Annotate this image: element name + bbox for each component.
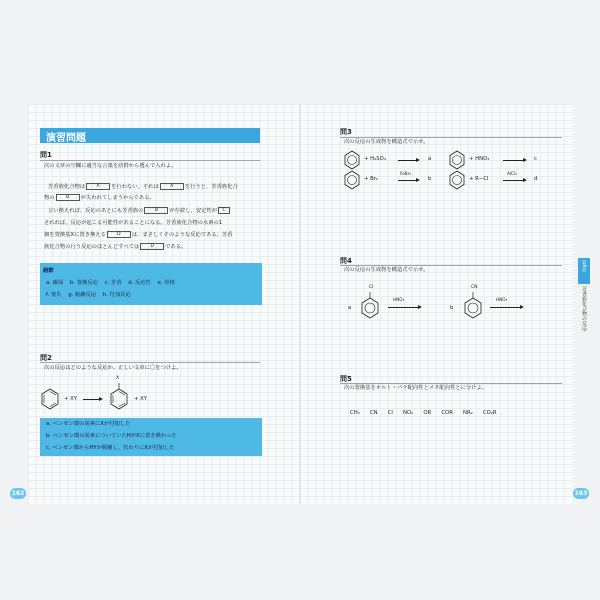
word-bank bbox=[40, 263, 262, 305]
chapter-side-tab bbox=[578, 258, 598, 338]
q5-group: Cl bbox=[387, 410, 393, 416]
q4-a-reagent: HNO₃ bbox=[393, 297, 405, 302]
arrow-head-icon bbox=[99, 397, 103, 401]
blank-d[interactable]: D bbox=[107, 231, 131, 238]
arrow-head-icon bbox=[416, 178, 420, 182]
benzene-ring-icon bbox=[109, 383, 129, 411]
arrow-head-icon bbox=[523, 178, 527, 182]
q1-label: 問1 bbox=[40, 151, 52, 159]
section-title: 演習問題 bbox=[46, 133, 86, 144]
benzene-ring-icon bbox=[343, 170, 361, 190]
q2-prompt: 次の反応はどのような反応か。正しい文章に〇をつけよ。 bbox=[44, 365, 182, 371]
q1-line-4: されれば、反応が起こる可能性があることになる。芳香族化合物の水素の1 bbox=[44, 220, 223, 226]
page-number-left: 162 bbox=[11, 490, 25, 497]
blank-c[interactable]: C bbox=[218, 207, 230, 214]
q3-r3-catalyst: FeBr₃ bbox=[400, 171, 412, 176]
q4-a-substituent: Cl bbox=[369, 285, 374, 290]
page-number-right: 163 bbox=[574, 490, 588, 497]
q3-r3-plus: + Br₂ bbox=[364, 176, 379, 182]
q1-prompt: 次の文章の空欄に適当な言葉を語群から選んで入れよ。 bbox=[44, 163, 177, 169]
blank-b[interactable]: B bbox=[56, 194, 80, 201]
right-page bbox=[300, 104, 572, 504]
q2-product-extra: + XY bbox=[134, 396, 147, 402]
q5-group: NO₂ bbox=[402, 410, 414, 416]
q3-r1-product: a bbox=[428, 156, 432, 162]
q3-r1-plus: + H₂SO₄ bbox=[364, 156, 386, 162]
q5-group-list bbox=[350, 408, 497, 419]
q1-line-6: 族化合物の行う反応のほとんどすべては D である。 bbox=[44, 244, 187, 250]
arrow-icon bbox=[490, 307, 522, 308]
arrow-icon bbox=[503, 180, 525, 181]
q3-r2-product: c bbox=[534, 156, 537, 162]
section-title-bar bbox=[40, 128, 260, 143]
q5-group: NR₂ bbox=[463, 410, 473, 416]
arrow-icon bbox=[398, 180, 418, 181]
word-bank-row-2: f. 喪失 g. 脱離反応 h. 付加反応 bbox=[46, 292, 131, 298]
benzene-ring-icon bbox=[448, 170, 466, 190]
q1-line-2: 物の B が失われてしまうからである。 bbox=[44, 195, 155, 201]
q2-options bbox=[40, 418, 262, 456]
blank-b[interactable]: B bbox=[144, 207, 168, 214]
q2-reagent: + XY bbox=[64, 396, 77, 402]
q5-group: CN bbox=[369, 410, 378, 416]
chapter-tab-title: 芳香族化合物の反応 bbox=[581, 286, 587, 331]
chlorobenzene-icon bbox=[360, 292, 380, 320]
benzonitrile-icon bbox=[463, 292, 483, 320]
q3-r4-product: d bbox=[534, 176, 538, 182]
q3-prompt: 次の反応の生成物を構造式で示せ。 bbox=[344, 139, 429, 145]
q1-line-1: 芳香族化合物は A を行わない。それは A を行うと、芳香族化合 bbox=[48, 184, 238, 190]
arrow-head-icon bbox=[418, 305, 422, 309]
arrow-head-icon bbox=[520, 305, 524, 309]
q4-b-reagent: HNO₃ bbox=[496, 297, 508, 302]
q4-label: 問4 bbox=[340, 257, 352, 265]
q2-option-b[interactable]: b. ベンゼン環の炭素についていたHがXに置き換わった bbox=[46, 433, 177, 439]
q3-r4-catalyst: AlCl₃ bbox=[507, 171, 517, 176]
q4-b-label: b bbox=[450, 305, 454, 311]
arrow-icon bbox=[388, 307, 420, 308]
q4-b-substituent: CN bbox=[471, 285, 478, 290]
chapter-tab-number: 第8章 bbox=[581, 260, 586, 272]
book-spine bbox=[299, 104, 301, 504]
q5-label: 問5 bbox=[340, 375, 352, 383]
q3-r2-plus: + HNO₃ bbox=[469, 156, 490, 162]
q2-product-sub: X bbox=[116, 376, 120, 381]
q2-label: 問2 bbox=[40, 354, 52, 362]
arrow-icon bbox=[398, 160, 418, 161]
q5-group: CH₃ bbox=[350, 410, 360, 416]
q4-prompt: 次の反応の生成物を構造式で示せ。 bbox=[344, 267, 429, 273]
blank-a[interactable]: A bbox=[160, 183, 184, 190]
q3-r4-plus: + R−Cl bbox=[469, 176, 489, 182]
benzene-ring-icon bbox=[448, 150, 466, 170]
q5-prompt: 次の置換基をオルト・パラ配向性とメタ配向性とに分けよ。 bbox=[344, 385, 488, 391]
benzene-ring-icon bbox=[40, 388, 60, 410]
arrow-icon bbox=[503, 160, 525, 161]
q2-option-c[interactable]: c. ベンゼン環からHYが脱離し、代わりにXが付加した bbox=[46, 445, 175, 451]
blank-a[interactable]: A bbox=[86, 183, 110, 190]
q2-option-a[interactable]: a. ベンゼン環の炭素にXが付加した bbox=[46, 421, 131, 427]
q5-group: COR bbox=[441, 410, 453, 416]
q1-line-5: 個を置換基Xに置き換える D は、まさしくそのような反応である。芳香 bbox=[44, 232, 233, 238]
word-bank-title: 語群 bbox=[43, 268, 54, 274]
blank-d[interactable]: D bbox=[140, 243, 164, 250]
benzene-ring-icon bbox=[343, 150, 361, 170]
word-bank-row-1: a. 確保 b. 置換反応 c. 芳香 d. 反応性 e. 骨格 bbox=[46, 280, 175, 286]
q5-group: OR bbox=[423, 410, 432, 416]
arrow-head-icon bbox=[416, 158, 420, 162]
q3-label: 問3 bbox=[340, 128, 352, 136]
arrow-head-icon bbox=[523, 158, 527, 162]
q3-r3-product: b bbox=[428, 176, 432, 182]
q4-a-label: a bbox=[348, 305, 352, 311]
q1-line-3: 言い換えれば、反応のあとにも芳香族の B が存続し、安定性が C bbox=[48, 206, 231, 217]
q5-group: CO₂R bbox=[482, 410, 497, 416]
